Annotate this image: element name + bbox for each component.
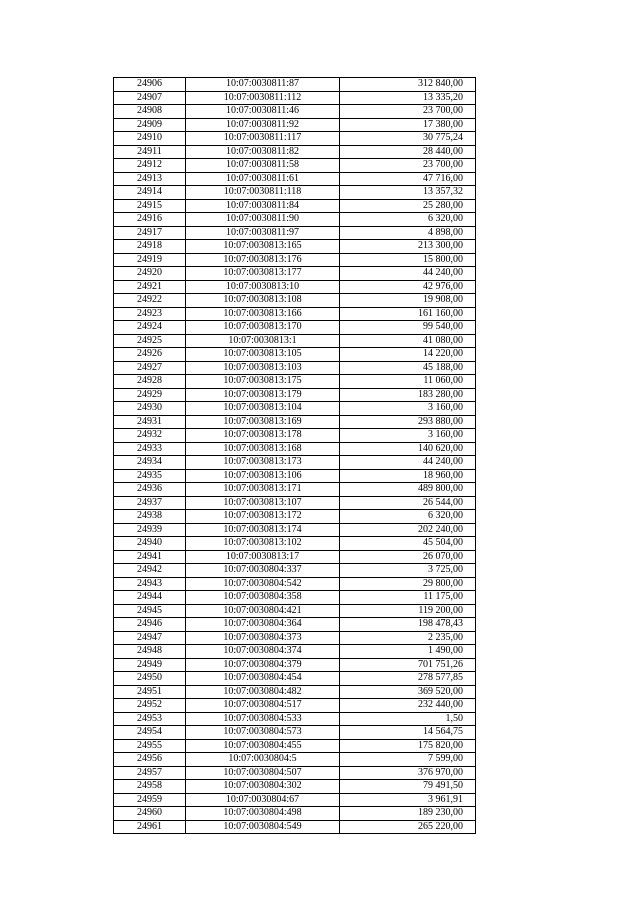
- table-row: [114, 793, 476, 807]
- cadastral-value-cell: 23 700,00: [340, 159, 476, 173]
- table-row: [114, 442, 476, 456]
- cadastral-number-cell: 10:07:0030811:87: [186, 78, 340, 92]
- cadastral-value-cell: 41 080,00: [340, 334, 476, 348]
- cadastral-value-cell: 189 230,00: [340, 807, 476, 821]
- table-row: [114, 240, 476, 254]
- cadastral-number-cell: 10:07:0030804:573: [186, 726, 340, 740]
- cadastral-value-cell: 11 175,00: [340, 591, 476, 605]
- cadastral-number-cell: 10:07:0030804:421: [186, 604, 340, 618]
- cadastral-number-cell: 10:07:0030813:105: [186, 348, 340, 362]
- row-number-cell: 24960: [114, 807, 186, 821]
- cadastral-value-cell: 42 976,00: [340, 280, 476, 294]
- cadastral-value-cell: 3 160,00: [340, 429, 476, 443]
- cadastral-value-cell: 2 235,00: [340, 631, 476, 645]
- table-row: [114, 564, 476, 578]
- cadastral-number-cell: 10:07:0030804:379: [186, 658, 340, 672]
- cadastral-value-cell: 13 335,20: [340, 91, 476, 105]
- row-number-cell: 24951: [114, 685, 186, 699]
- cadastral-value-cell: 3 961,91: [340, 793, 476, 807]
- table-row: [114, 280, 476, 294]
- cadastral-value-cell: 7 599,00: [340, 753, 476, 767]
- cadastral-value-cell: 369 520,00: [340, 685, 476, 699]
- cadastral-value-cell: 3 725,00: [340, 564, 476, 578]
- table-row: [114, 429, 476, 443]
- row-number-cell: 24942: [114, 564, 186, 578]
- table-row: [114, 537, 476, 551]
- row-number-cell: 24952: [114, 699, 186, 713]
- cadastral-value-table: [113, 77, 476, 834]
- row-number-cell: 24943: [114, 577, 186, 591]
- table-row: [114, 672, 476, 686]
- table-row: [114, 118, 476, 132]
- row-number-cell: 24957: [114, 766, 186, 780]
- cadastral-value-cell: 15 800,00: [340, 253, 476, 267]
- cadastral-value-cell: 25 280,00: [340, 199, 476, 213]
- cadastral-number-cell: 10:07:0030811:82: [186, 145, 340, 159]
- row-number-cell: 24953: [114, 712, 186, 726]
- table-row: [114, 807, 476, 821]
- row-number-cell: 24946: [114, 618, 186, 632]
- table-row: [114, 402, 476, 416]
- row-number-cell: 24934: [114, 456, 186, 470]
- cadastral-number-cell: 10:07:0030804:533: [186, 712, 340, 726]
- cadastral-value-cell: 175 820,00: [340, 739, 476, 753]
- cadastral-number-cell: 10:07:0030804:302: [186, 780, 340, 794]
- table-row: [114, 361, 476, 375]
- cadastral-value-cell: 44 240,00: [340, 456, 476, 470]
- cadastral-number-cell: 10:07:0030813:1: [186, 334, 340, 348]
- table-row: [114, 145, 476, 159]
- cadastral-value-cell: 489 800,00: [340, 483, 476, 497]
- table-row: [114, 186, 476, 200]
- table-row: [114, 604, 476, 618]
- table-row: [114, 726, 476, 740]
- row-number-cell: 24935: [114, 469, 186, 483]
- cadastral-value-cell: 79 491,50: [340, 780, 476, 794]
- table-row: [114, 321, 476, 335]
- cadastral-value-cell: 26 544,00: [340, 496, 476, 510]
- cadastral-value-cell: 14 220,00: [340, 348, 476, 362]
- table-row: [114, 132, 476, 146]
- cadastral-value-cell: 29 800,00: [340, 577, 476, 591]
- table-row: [114, 591, 476, 605]
- table-row: [114, 699, 476, 713]
- row-number-cell: 24945: [114, 604, 186, 618]
- cadastral-number-cell: 10:07:0030811:58: [186, 159, 340, 173]
- table-row: [114, 645, 476, 659]
- cadastral-number-cell: 10:07:0030804:482: [186, 685, 340, 699]
- row-number-cell: 24917: [114, 226, 186, 240]
- table-row: [114, 253, 476, 267]
- table-row: [114, 469, 476, 483]
- row-number-cell: 24959: [114, 793, 186, 807]
- cadastral-number-cell: 10:07:0030813:170: [186, 321, 340, 335]
- cadastral-value-cell: 11 060,00: [340, 375, 476, 389]
- cadastral-value-cell: 161 160,00: [340, 307, 476, 321]
- cadastral-number-cell: 10:07:0030811:112: [186, 91, 340, 105]
- row-number-cell: 24941: [114, 550, 186, 564]
- row-number-cell: 24939: [114, 523, 186, 537]
- cadastral-value-cell: 45 188,00: [340, 361, 476, 375]
- table-row: [114, 712, 476, 726]
- row-number-cell: 24926: [114, 348, 186, 362]
- row-number-cell: 24958: [114, 780, 186, 794]
- cadastral-number-cell: 10:07:0030813:17: [186, 550, 340, 564]
- row-number-cell: 24918: [114, 240, 186, 254]
- cadastral-value-cell: 13 357,32: [340, 186, 476, 200]
- row-number-cell: 24936: [114, 483, 186, 497]
- cadastral-number-cell: 10:07:0030813:107: [186, 496, 340, 510]
- table-row: [114, 78, 476, 92]
- cadastral-number-cell: 10:07:0030813:174: [186, 523, 340, 537]
- cadastral-value-cell: 4 898,00: [340, 226, 476, 240]
- row-number-cell: 24925: [114, 334, 186, 348]
- row-number-cell: 24919: [114, 253, 186, 267]
- cadastral-number-cell: 10:07:0030804:364: [186, 618, 340, 632]
- cadastral-number-cell: 10:07:0030813:168: [186, 442, 340, 456]
- cadastral-value-cell: 140 620,00: [340, 442, 476, 456]
- table-body: [114, 78, 476, 834]
- cadastral-value-cell: 376 970,00: [340, 766, 476, 780]
- cadastral-number-cell: 10:07:0030811:84: [186, 199, 340, 213]
- cadastral-number-cell: 10:07:0030804:374: [186, 645, 340, 659]
- cadastral-value-cell: 6 320,00: [340, 213, 476, 227]
- row-number-cell: 24928: [114, 375, 186, 389]
- cadastral-number-cell: 10:07:0030813:102: [186, 537, 340, 551]
- cadastral-number-cell: 10:07:0030804:5: [186, 753, 340, 767]
- cadastral-value-cell: 232 440,00: [340, 699, 476, 713]
- cadastral-number-cell: 10:07:0030813:108: [186, 294, 340, 308]
- row-number-cell: 24927: [114, 361, 186, 375]
- cadastral-value-cell: 19 908,00: [340, 294, 476, 308]
- table-row: [114, 456, 476, 470]
- table-row: [114, 618, 476, 632]
- row-number-cell: 24912: [114, 159, 186, 173]
- row-number-cell: 24907: [114, 91, 186, 105]
- row-number-cell: 24955: [114, 739, 186, 753]
- cadastral-value-cell: 47 716,00: [340, 172, 476, 186]
- cadastral-value-cell: 293 880,00: [340, 415, 476, 429]
- table-row: [114, 105, 476, 119]
- table-row: [114, 199, 476, 213]
- row-number-cell: 24906: [114, 78, 186, 92]
- row-number-cell: 24950: [114, 672, 186, 686]
- row-number-cell: 24910: [114, 132, 186, 146]
- cadastral-value-cell: 45 504,00: [340, 537, 476, 551]
- cadastral-value-cell: 265 220,00: [340, 820, 476, 834]
- cadastral-value-cell: 14 564,75: [340, 726, 476, 740]
- table-row: [114, 753, 476, 767]
- table-row: [114, 226, 476, 240]
- cadastral-number-cell: 10:07:0030811:97: [186, 226, 340, 240]
- cadastral-number-cell: 10:07:0030804:542: [186, 577, 340, 591]
- cadastral-value-cell: 26 070,00: [340, 550, 476, 564]
- row-number-cell: 24929: [114, 388, 186, 402]
- cadastral-number-cell: 10:07:0030804:67: [186, 793, 340, 807]
- cadastral-number-cell: 10:07:0030804:517: [186, 699, 340, 713]
- cadastral-value-cell: 18 960,00: [340, 469, 476, 483]
- cadastral-number-cell: 10:07:0030804:549: [186, 820, 340, 834]
- cadastral-number-cell: 10:07:0030804:454: [186, 672, 340, 686]
- table-row: [114, 780, 476, 794]
- table-row: [114, 415, 476, 429]
- table-row: [114, 213, 476, 227]
- cadastral-number-cell: 10:07:0030813:177: [186, 267, 340, 281]
- cadastral-value-cell: 312 840,00: [340, 78, 476, 92]
- table-row: [114, 159, 476, 173]
- cadastral-number-cell: 10:07:0030813:171: [186, 483, 340, 497]
- table-row: [114, 496, 476, 510]
- row-number-cell: 24949: [114, 658, 186, 672]
- cadastral-value-cell: 6 320,00: [340, 510, 476, 524]
- row-number-cell: 24938: [114, 510, 186, 524]
- cadastral-number-cell: 10:07:0030813:106: [186, 469, 340, 483]
- cadastral-number-cell: 10:07:0030813:173: [186, 456, 340, 470]
- row-number-cell: 24923: [114, 307, 186, 321]
- cadastral-value-cell: 1 490,00: [340, 645, 476, 659]
- row-number-cell: 24930: [114, 402, 186, 416]
- cadastral-number-cell: 10:07:0030811:118: [186, 186, 340, 200]
- row-number-cell: 24915: [114, 199, 186, 213]
- table-row: [114, 631, 476, 645]
- row-number-cell: 24920: [114, 267, 186, 281]
- cadastral-value-cell: 278 577,85: [340, 672, 476, 686]
- cadastral-number-cell: 10:07:0030804:373: [186, 631, 340, 645]
- cadastral-value-cell: 1,50: [340, 712, 476, 726]
- cadastral-number-cell: 10:07:0030811:61: [186, 172, 340, 186]
- row-number-cell: 24933: [114, 442, 186, 456]
- table-row: [114, 483, 476, 497]
- table-row: [114, 658, 476, 672]
- cadastral-value-cell: 30 775,24: [340, 132, 476, 146]
- table-row: [114, 577, 476, 591]
- cadastral-number-cell: 10:07:0030804:455: [186, 739, 340, 753]
- row-number-cell: 24916: [114, 213, 186, 227]
- cadastral-number-cell: 10:07:0030811:117: [186, 132, 340, 146]
- row-number-cell: 24913: [114, 172, 186, 186]
- cadastral-value-cell: 44 240,00: [340, 267, 476, 281]
- cadastral-number-cell: 10:07:0030813:103: [186, 361, 340, 375]
- cadastral-number-cell: 10:07:0030813:165: [186, 240, 340, 254]
- table-row: [114, 91, 476, 105]
- table-row: [114, 348, 476, 362]
- row-number-cell: 24956: [114, 753, 186, 767]
- row-number-cell: 24921: [114, 280, 186, 294]
- row-number-cell: 24932: [114, 429, 186, 443]
- cadastral-value-cell: 701 751,26: [340, 658, 476, 672]
- cadastral-number-cell: 10:07:0030813:175: [186, 375, 340, 389]
- cadastral-number-cell: 10:07:0030813:179: [186, 388, 340, 402]
- row-number-cell: 24944: [114, 591, 186, 605]
- table-row: [114, 766, 476, 780]
- cadastral-value-cell: 183 280,00: [340, 388, 476, 402]
- table-row: [114, 334, 476, 348]
- row-number-cell: 24948: [114, 645, 186, 659]
- table-row: [114, 510, 476, 524]
- table-row: [114, 820, 476, 834]
- cadastral-number-cell: 10:07:0030811:46: [186, 105, 340, 119]
- table-row: [114, 172, 476, 186]
- row-number-cell: 24931: [114, 415, 186, 429]
- row-number-cell: 24914: [114, 186, 186, 200]
- cadastral-value-cell: 119 200,00: [340, 604, 476, 618]
- cadastral-value-cell: 198 478,43: [340, 618, 476, 632]
- cadastral-number-cell: 10:07:0030813:166: [186, 307, 340, 321]
- cadastral-value-cell: 17 380,00: [340, 118, 476, 132]
- row-number-cell: 24911: [114, 145, 186, 159]
- cadastral-number-cell: 10:07:0030811:90: [186, 213, 340, 227]
- cadastral-number-cell: 10:07:0030804:358: [186, 591, 340, 605]
- table-row: [114, 685, 476, 699]
- cadastral-value-cell: 213 300,00: [340, 240, 476, 254]
- row-number-cell: 24922: [114, 294, 186, 308]
- table-row: [114, 739, 476, 753]
- cadastral-number-cell: 10:07:0030813:178: [186, 429, 340, 443]
- table-row: [114, 388, 476, 402]
- table-row: [114, 523, 476, 537]
- cadastral-value-cell: 99 540,00: [340, 321, 476, 335]
- row-number-cell: 24961: [114, 820, 186, 834]
- table-row: [114, 375, 476, 389]
- row-number-cell: 24947: [114, 631, 186, 645]
- cadastral-number-cell: 10:07:0030813:172: [186, 510, 340, 524]
- cadastral-value-cell: 3 160,00: [340, 402, 476, 416]
- cadastral-number-cell: 10:07:0030813:169: [186, 415, 340, 429]
- row-number-cell: 24908: [114, 105, 186, 119]
- table-row: [114, 550, 476, 564]
- cadastral-value-cell: 202 240,00: [340, 523, 476, 537]
- cadastral-number-cell: 10:07:0030813:104: [186, 402, 340, 416]
- row-number-cell: 24954: [114, 726, 186, 740]
- table-row: [114, 307, 476, 321]
- row-number-cell: 24909: [114, 118, 186, 132]
- cadastral-number-cell: 10:07:0030804:498: [186, 807, 340, 821]
- cadastral-number-cell: 10:07:0030813:176: [186, 253, 340, 267]
- cadastral-number-cell: 10:07:0030811:92: [186, 118, 340, 132]
- cadastral-number-cell: 10:07:0030813:10: [186, 280, 340, 294]
- table-row: [114, 294, 476, 308]
- cadastral-number-cell: 10:07:0030804:507: [186, 766, 340, 780]
- row-number-cell: 24937: [114, 496, 186, 510]
- cadastral-value-cell: 23 700,00: [340, 105, 476, 119]
- cadastral-number-cell: 10:07:0030804:337: [186, 564, 340, 578]
- row-number-cell: 24940: [114, 537, 186, 551]
- cadastral-value-cell: 28 440,00: [340, 145, 476, 159]
- table-row: [114, 267, 476, 281]
- row-number-cell: 24924: [114, 321, 186, 335]
